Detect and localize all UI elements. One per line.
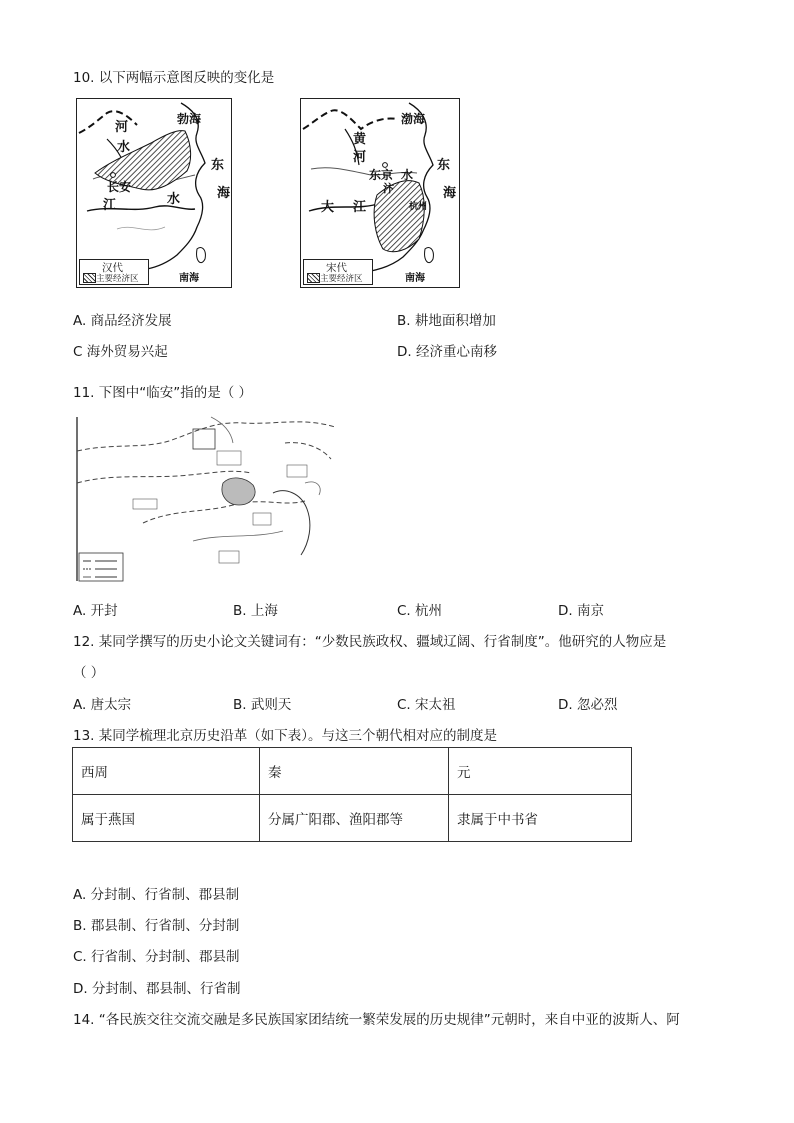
table-row [73,748,632,795]
da-label: 大 [321,200,335,215]
q13-option-b[interactable]: B. 郡县制、行省制、分封制 [73,918,240,934]
shui2-label: 水 [167,192,181,207]
legend-text: 主要经济区 [96,274,139,284]
table-cell: 西周 [73,748,260,795]
hai-label: 海 [217,186,231,201]
legend-text: 主要经济区 [320,274,363,284]
q12-option-b[interactable]: B. 武则天 [233,697,292,713]
q10-option-c[interactable]: C 海外贸易兴起 [73,344,168,360]
dongjing-label: 东京 [369,168,394,182]
q11-stem: 11. 下图中“临安”指的是（ ） [73,385,253,401]
hatch-swatch [307,273,320,283]
table-cell: 属于燕国 [73,795,260,842]
q12-option-d[interactable]: D. 忽必烈 [558,697,618,713]
jiang-label: 江 [353,200,367,215]
q14-stem: 14. “各民族交往交流交融是多民族国家团结统一繁荣发展的历史规律”元朝时，来自中亚的波斯人、阿 [73,1012,680,1028]
q13-option-a[interactable]: A. 分封制、行省制、郡县制 [73,887,240,903]
nanhai-label: 南海 [405,273,425,284]
table-cell: 元 [449,748,632,795]
q11-option-c[interactable]: C. 杭州 [397,603,443,619]
legend-title: 宋代 [326,262,347,274]
q10-option-b[interactable]: B. 耕地面积增加 [397,313,496,329]
legend [79,259,149,285]
han-economic-map [76,98,232,288]
hai-label: 海 [443,186,457,201]
q12-stem-cont: （ ） [73,665,105,681]
dong-label: 东 [437,158,451,173]
hatch-swatch [83,273,96,283]
bohai-label: 勃海 [177,112,202,126]
song-linan-map [73,413,365,585]
q11-option-d[interactable]: D. 南京 [558,603,604,619]
q13-stem: 13. 某同学梳理北京历史沿革（如下表）。与这三个朝代相对应的制度是 [73,728,498,744]
table-cell: 秦 [260,748,449,795]
changan-label: 长安 [107,180,132,194]
bohai-label: 渤海 [401,112,426,126]
q12-option-a[interactable]: A. 唐太宗 [73,697,132,713]
q13-option-c[interactable]: C. 行省制、分封制、郡县制 [73,949,240,965]
table-cell: 分属广阳郡、渔阳郡等 [260,795,449,842]
table-cell: 隶属于中书省 [449,795,632,842]
jiang-label: 江 [103,198,117,213]
legend [303,259,373,285]
shui-label: 水 [117,140,131,155]
nanhai-label: 南海 [179,273,199,284]
huang-label: 黄 [353,132,367,147]
q13-option-d[interactable]: D. 分封制、郡县制、行省制 [73,981,241,997]
q10-stem: 10. 以下两幅示意图反映的变化是 [73,70,275,86]
hangzhou-label: 杭州 [409,202,428,212]
legend-title: 汉代 [102,262,123,274]
beijing-history-table [72,747,632,842]
q12-stem: 12. 某同学撰写的历史小论文关键词有：“少数民族政权、疆域辽阔、行省制度”。他研究的人物应是 [73,634,667,650]
he-label: 河 [115,120,129,135]
q10-option-a[interactable]: A. 商品经济发展 [73,313,172,329]
shui-label: 水 [401,168,414,182]
q12-option-c[interactable]: C. 宋太祖 [397,697,456,713]
bian-label: 汴 [383,182,394,195]
song-economic-map [300,98,460,288]
q10-option-d[interactable]: D. 经济重心南移 [397,344,497,360]
q11-option-b[interactable]: B. 上海 [233,603,278,619]
he-label: 河 [353,150,367,165]
table-row [73,795,632,842]
dong-label: 东 [211,158,225,173]
q11-option-a[interactable]: A. 开封 [73,603,118,619]
